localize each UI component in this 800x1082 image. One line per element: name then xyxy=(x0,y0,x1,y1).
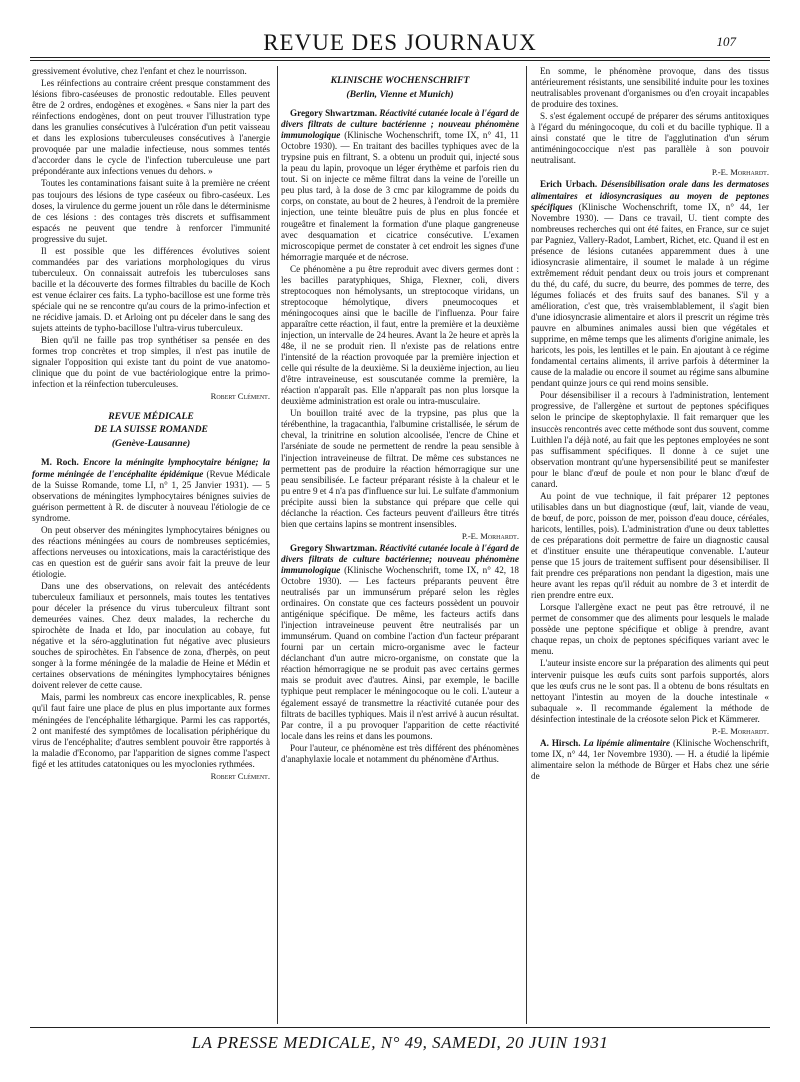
running-title: REVUE DES JOURNAUX xyxy=(263,30,537,55)
footer-publication-line: LA PRESSE MEDICALE, N° 49, SAMEDI, 20 JUIN 1931 xyxy=(191,1033,609,1052)
article-author: Erich Urbach. xyxy=(540,179,598,190)
paragraph: Bien qu'il ne faille pas trop synthétiser sa pensée en des formes trop concrètes et trop simples, il n'est pas inutile de signaler l'opposition qui existe tant du point de vue anatomo-clinique que du point de vue bactériologique entre la primo-infection et la réinfection tuberculeuses. xyxy=(32,335,270,390)
author-signature: Robert Clément. xyxy=(210,391,270,402)
page-footer xyxy=(30,1031,770,1057)
column-separator xyxy=(526,66,527,1024)
column-1 xyxy=(32,66,270,1026)
paragraph: Mais, parmi les nombreux cas encore inexplicables, R. pense qu'il faut faire une place de plus en plus importante aux formes méningées de l'encéphalite léthargique. Parmi les cas rapportés, 2 ont manifesté des symptômes de localisation périphérique du virus de l'encéphalite; d'autres semblent pouvoir être rapportés à la maladie d'Economo, par l'apparition de signes comme l'aspect figé et les attitudes catatoniques ou les myoclonies rythmées. xyxy=(32,692,270,769)
journal-location: (Berlin, Vienne et Munich) xyxy=(346,89,454,100)
paragraph: On peut observer des méningites lymphocytaires bénignes ou des réactions méningées au cours de nombreuses septicémies, affections nerveuses ou intoxications, mais la caractéristique des cas en question est de guérir sans avoir fait la preuve de leur étiologie. xyxy=(32,524,270,579)
page-header xyxy=(30,28,770,56)
paragraph: L'auteur insiste encore sur la préparation des aliments qui peut intervenir puisque les œufs cuits sont parfois supportés, alors que les œufs crus ne le sont pas. Il a obtenu de bons résultats en nettoyant l'intestin au moyen de la douche intestinale « subaquale ». Il recommande également la méthode de désinfection intestinale de la créosote selon Pick et Kämmerer. xyxy=(531,658,769,724)
paragraph: Toutes les contaminations faisant suite à la première ne créent pas toujours des lésions de type caséeux ou fibro-caséeux. Les doses, la virulence du germe jouent un rôle dans le déterminisme de ces lésions : des contages très discrets et suffisamment espacés ne peuvent que tendre à renforcer l'immunité progressive du sujet. xyxy=(32,178,270,244)
paragraph: Ce phénomène a pu être reproduit avec divers germes dont : les bacilles paratyphiques, Shiga, Flexner, coli, divers streptocoques non hémolysants, un streptocoque viridans, un streptocoque hémolytique, divers pneumocoques et méningocoques ainsi que le bacille de l'influenza. Pour faire apparaître cette réaction, il faut, entre la première et la deuxième injection, un intervalle de 24 heures. Avant la 2e heure et après la 48e, il ne se produit rien. Il n'existe pas de relations entre l'intensité de la réaction provoquée par la première injection et celle qui résulte de la deuxième. Si la deuxième injection, au lieu d'être intraveineuse, est souscutanée comme la première, la réaction n'apparaît pas. Elle n'apparaît pas non plus lorsque la deuxième administration est orale ou intra-musculaire. xyxy=(281,263,519,407)
paragraph: gressivement évolutive, chez l'enfant et chez le nourrisson. xyxy=(32,66,247,76)
page-number: 107 xyxy=(716,34,736,49)
article-title: La lipémie alimentaire xyxy=(583,737,670,748)
paragraph: Pour désensibiliser il a recours à l'administration, lentement progressive, de l'allergène et surtout de peptones spécifiques selon le principe de skeptophylaxie. Il fait remarquer que les insuccès rencontrés avec cette méthode sont dus souvent, comme Luithlen l'a déjà noté, au fait que les peptones employées ne sont pas suffisamment spécifiques. Il donne à ce sujet une observation montrant qu'une hypersensibilité peut se manifester pour le blanc d'œuf de poule et non pour le blanc d'œuf de canard. xyxy=(531,390,769,489)
article-author: Gregory Shwartzman. xyxy=(290,542,378,553)
article-author: Gregory Shwartzman. xyxy=(290,108,378,119)
author-signature: P.-E. Morhardt. xyxy=(711,167,769,178)
article-reference: (Klinische Wochenschrift, tome IX, n° 44, 1er Novembre 1930). — Dans ce travail, U. tient compte des nombreuses recherches qui ont été faites, en France, sur ce sujet par Pagniez, Vallery-Radot, Lambert, Richet, etc. Quand il est en présence de lésions cutanées apparemment dues à une idiosyncrasie alimentaire, il soumet le malade à un régime extrêmement réduit pendant deux ou trois jours et comprenant du thé, du café, du sucre, du beurre, des pommes de terre, des légumes foliacés et des fruits sauf des bananes. S'il y a amélioration, c'est que, très vraisemblablement, il s'agit bien d'une idiosyncrasie alimentaire et alors il prescrit un régime très pauvre en albumines animales aussi bien que végétales et supprime, en même temps que les aliments d'origine animale, les haricots, les pois, les lentilles et le pain. En ajoutant à ce régime fondamental certains aliments, il arrive parfois à déterminer la cause de la maladie ou encore il soumet au régime sans albumine pendant quinze jours ce qui rend moins sensible. xyxy=(531,201,769,389)
article-entry xyxy=(531,179,769,389)
paragraph: S. s'est également occupé de préparer des sérums antitoxiques à l'égard du méningocoque, du coli et du bacille typhique. Il a ainsi constaté que le titre de l'agglutination d'un sérum antiméningococcique n'est pas parallèle à son pouvoir neutralisant. xyxy=(531,111,769,166)
paragraph: Un bouillon traité avec de la trypsine, pas plus que la térébenthine, la tragacanthia, l'albumine cristallisée, le sérum de cheval, la trinitrine en solution alcoolisée, l'encre de Chine et l'arséniate de soude ne permettent de rendre la peau sensible à l'injection intraveineuse de filtrat. De même ces substances ne permettent pas de produire la réaction hémorragique sur une peau sensibilisée. Le facteur préparant résiste à la chaleur et le pu entre 9 et 4 n'a pas d'influence sur lui. Le sulfate d'ammonium précipite aussi bien la substance qui prépare que celle qui déclanche la réaction. Ces facteurs peuvent d'ailleurs être titrés bien que certains lapins se montrent insensibles. xyxy=(281,408,519,529)
column-2 xyxy=(281,66,519,1026)
article-entry xyxy=(32,457,270,523)
footer-rule xyxy=(30,1027,770,1028)
journal-heading xyxy=(32,410,270,436)
column-3 xyxy=(531,66,769,1026)
article-entry xyxy=(531,738,769,782)
article-title: Réactivité cutanée locale à l'égard de divers filtrats de culture bactérienne; nouveau phénomène immunologique xyxy=(281,542,519,575)
article-reference: (Klinische Wochenschrift, tome IX, n° 44, 1er Novembre 1930). — H. a étudié la lipémie alimentaire selon la méthode de Bürger et Habs chez une série de xyxy=(531,737,769,781)
paragraph: Lorsque l'allergène exact ne peut pas être retrouvé, il ne permet de consommer que des aliments pour lesquels le malade possède une peptone spécifique et oblige à prendre, avant chaque repas, un choix de peptones spécifiques variant avec le menu. xyxy=(531,602,769,657)
paragraph: Pour l'auteur, ce phénomène est très différent des phénomènes d'anaphylaxie locale et notamment du phénomène d'Arthus. xyxy=(281,742,519,764)
journal-location: (Genève-Lausanne) xyxy=(111,438,191,450)
journal-name-line1: REVUE MÉDICALE xyxy=(108,411,194,423)
header-rule xyxy=(30,57,770,58)
journal-name-line2: DE LA SUISSE ROMANDE xyxy=(94,424,208,436)
article-title: Encore la méningite lymphocytaire bénigne; la forme méningée de l'encéphalite épidémique xyxy=(32,457,270,479)
column-separator xyxy=(277,66,278,1024)
article-author: A. Hirsch. xyxy=(540,737,581,748)
article-reference: (Klinische Wochenschrift, tome IX, n° 42, 18 Octobre 1930). — Les facteurs préparants peuvent être neutralisés par un immunsérum préparé selon les règles ordinaires. On constate que ces facteurs possèdent un pouvoir antigénique spécifique. De même, les facteurs actifs dans l'injection intraveineuse peuvent être neutralisés par un immunsérum. Quand on combine l'action d'un facteur préparant fourni par un certain micro-organisme avec le facteur déclanchant d'un autre micro-organisme, on constate que la réaction hémorragique ne se produit pas avec certains germes mais se produit avec d'autres. Ainsi, par exemple, le bacille typhique peut remplacer le méningocoque ou le coli. L'auteur a également essayé de transmettre la réactivité cutanée pour des filtrats de bacilles typhiques. Mais il n'est arrivé à aucun résultat. Par contre, il a pu provoquer l'apparition de cette réactivité locale dans les reins et dans les poumons. xyxy=(281,564,519,741)
paragraph: Dans une des observations, on relevait des antécédents tuberculeux familiaux et personnels, mais toutes les tentatives pour déceler la présence du virus tuberculeux filtrant sont demeurées vaines. Chez deux malades, la recherche du spirochète de Inada et Ido, par inoculation au cobaye, fut négative et la séro-agglutination fut négative avec plusieurs souches de spirochètes. En l'absence de zona, d'herpès, on peut songer à la forme méningée de la maladie de Heine et Médin et certaines observations de méningites lymphocytaires bénignes doivent relever de cette cause. xyxy=(32,580,270,691)
paragraph: Les réinfections au contraire créent presque constamment des lésions fibro-caséeuses de pronostic redoutable. Elles peuvent être de 2 ordres, endogènes et exogènes. « Sans nier la part des réinfections endogènes, dont on peut trouver l'illustration type dans les granulies consécutives à l'ulcération d'un petit vaisseau et dans les explosions tuberculeuses consécutives à l'anergie provoquée par une maladie infectieuse, nous sommes tentés d'accorder dans le cycle de l'infection tuberculeuse une part prépondérante aux infections venues du dehors. » xyxy=(32,78,270,177)
author-signature: P.-E. Morhardt. xyxy=(711,725,769,736)
paragraph: Au point de vue technique, il fait préparer 12 peptones utilisables dans un but diagnostique (œuf, lait, viande de veau, de bœuf, de porc, poisson de mer, poisson d'eau douce, céréales, haricots, lentilles, pois). L'administration d'une ou deux tablettes de ces préparations doit permettre de faire un diagnostic causal et d'instituer ensuite une thérapeutique convenable. L'auteur pense que 15 jours de traitement suffisent pour désensibiliser. Il fait prendre ces préparations non pendant la digestion, mais une heure avant les repas qu'il réduit au nombre de 3 et interdit de rien prendre entre eux. xyxy=(531,490,769,601)
article-entry xyxy=(281,108,519,263)
article-reference: (Klinische Wochenschrift, tome IX, n° 41, 11 Octobre 1930). — En traitant des bacilles typhiques avec de la trypsine puis en filtrant, S. a obtenu un produit qui, injecté sous la peau du lapin, provoque un léger érythème et parfois rien du tout. Si on injecte ce même filtrat dans la veine de l'oreille un peu plus tard, à la dose de 3 cmc par kilogramme de poids du corps, on constate, au bout de 2 heures, à l'endroit de la première injection, une teinte bleuâtre puis de plus en plus foncée et rougeâtre et finalement la formation d'une plaque gangreneuse avec desquamation et cicatrice consécutive. L'examen microscopique permet de constater à cet endroit les signes d'une hémorragie marquée et de nécrose. xyxy=(281,130,519,262)
paragraph: En somme, le phénomène provoque, dans des tissus antérieurement résistants, une sensibilité induite pour les toxines neutralisables provenant d'organismes ou d'en croyait incapables de produire des toxines. xyxy=(531,66,769,110)
article-title: Désensibilisation orale dans les dermatoses alimentaires et idiosyncrasiques au moyen de peptones spécifiques xyxy=(531,179,769,212)
paragraph: Il est possible que les différences évolutives soient commandées par des variations morphologiques du virus tuberculeux. On connaissait autrefois les tuberculoses sans bacille et la découverte des formes filtrables du bacille de Koch est venue éclairer ces faits. La typho-bacillose est une forme très spéciale qui ne se rencontre qu'au cours de la primo-infection et ne récidive jamais. D. et Arloing ont pu déceler dans le sang des sujets atteints de typho-bacillose l'ultra-virus tuberculeux. xyxy=(32,245,270,334)
article-reference: (Revue Médicale de la Suisse Romande, tome LI, n° 1, 25 Janvier 1931). — 5 observations de méningites lymphocytaires bénignes suivies de guérison permettent à R. de discuter à nouveau l'étiologie de ce syndrome. xyxy=(32,468,270,523)
article-author: M. Roch. xyxy=(41,457,79,468)
journal-heading: KLINISCHE WOCHENSCHRIFT xyxy=(330,75,470,86)
author-signature: P.-E. Morhardt. xyxy=(461,530,519,541)
article-title: Réactivité cutanée locale à l'égard de divers filtrats de culture bactérienne ; nouveau phénomène immunologique xyxy=(281,108,519,141)
author-signature: Robert Clément. xyxy=(210,770,270,781)
article-entry xyxy=(281,543,519,742)
header-rule-second xyxy=(30,60,770,61)
